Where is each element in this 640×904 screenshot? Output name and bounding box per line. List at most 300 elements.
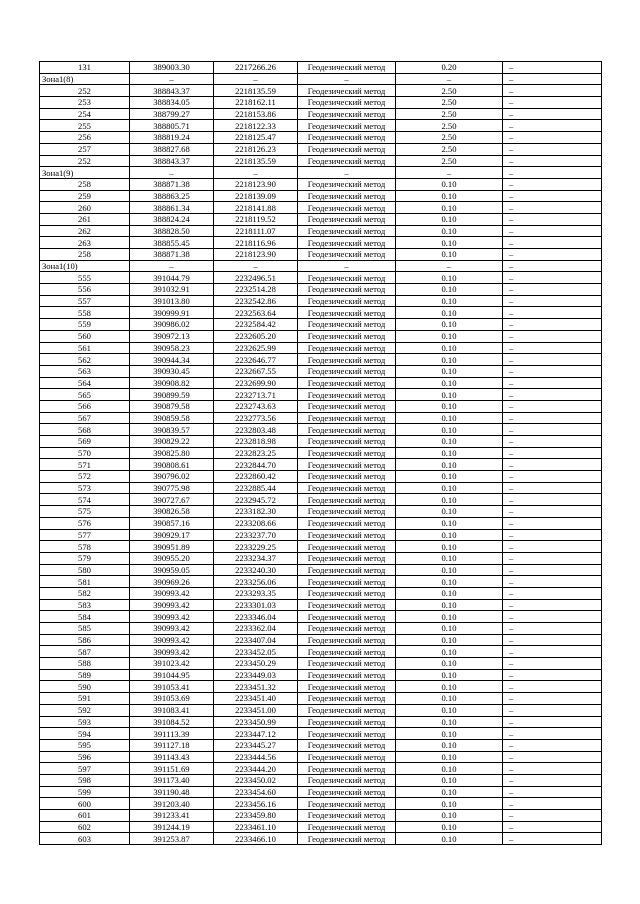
point-number-cell: 557 (40, 295, 130, 307)
x-coordinate-cell: 388843.37 (130, 85, 214, 97)
table-row (40, 424, 602, 436)
point-number-cell: 253 (40, 97, 130, 109)
table-row (40, 447, 602, 459)
x-coordinate-cell: 390993.42 (130, 634, 214, 646)
table-row (40, 249, 602, 261)
table-row (40, 634, 602, 646)
x-coordinate-cell: 390958.23 (130, 342, 214, 354)
point-number-cell: 593 (40, 716, 130, 728)
method-cell: Геодезический метод (298, 412, 396, 424)
x-coordinate-cell: 391044.79 (130, 272, 214, 284)
x-coordinate-cell: 391190.48 (130, 786, 214, 798)
note-cell: – (503, 307, 602, 319)
method-cell: Геодезический метод (298, 810, 396, 822)
point-number-cell: 584 (40, 611, 130, 623)
x-coordinate-cell: 390993.42 (130, 646, 214, 658)
x-coordinate-cell: 390775.98 (130, 482, 214, 494)
x-coordinate-cell: 388834.05 (130, 97, 214, 109)
point-number-cell: 580 (40, 564, 130, 576)
y-coordinate-cell: 2218111.07 (214, 225, 298, 237)
table-row (40, 564, 602, 576)
method-cell: Геодезический метод (298, 552, 396, 564)
y-coordinate-cell: 2233362.04 (214, 623, 298, 635)
note-cell: – (503, 62, 602, 74)
x-coordinate-cell: 390859.58 (130, 412, 214, 424)
table-row (40, 821, 602, 833)
y-coordinate-cell: 2232823.25 (214, 447, 298, 459)
method-cell: – (298, 167, 396, 179)
table-row (40, 728, 602, 740)
table-row (40, 786, 602, 798)
point-number-cell: 555 (40, 272, 130, 284)
table-row (40, 623, 602, 635)
table-row (40, 494, 602, 506)
y-coordinate-cell: 2218119.52 (214, 213, 298, 225)
method-cell: Геодезический метод (298, 517, 396, 529)
method-cell: Геодезический метод (298, 459, 396, 471)
note-cell: – (503, 471, 602, 483)
method-cell: – (298, 260, 396, 272)
y-coordinate-cell: 2232605.20 (214, 330, 298, 342)
x-coordinate-cell: 391233.41 (130, 810, 214, 822)
y-coordinate-cell: 2233447.12 (214, 728, 298, 740)
accuracy-cell: 0.10 (396, 295, 503, 307)
note-cell: – (503, 517, 602, 529)
accuracy-cell: 0.10 (396, 587, 503, 599)
note-cell: – (503, 213, 602, 225)
method-cell: Геодезический метод (298, 669, 396, 681)
note-cell: – (503, 424, 602, 436)
note-cell: – (503, 225, 602, 237)
y-coordinate-cell: 2233301.03 (214, 599, 298, 611)
x-coordinate-cell: 390825.80 (130, 447, 214, 459)
x-coordinate-cell: 390993.42 (130, 599, 214, 611)
y-coordinate-cell: 2232514.28 (214, 284, 298, 296)
x-coordinate-cell: 390955.20 (130, 552, 214, 564)
point-number-cell: 573 (40, 482, 130, 494)
point-number-cell: 562 (40, 354, 130, 366)
y-coordinate-cell: 2218125.47 (214, 132, 298, 144)
method-cell: Геодезический метод (298, 599, 396, 611)
method-cell: Геодезический метод (298, 143, 396, 155)
accuracy-cell: 0.10 (396, 833, 503, 845)
y-coordinate-cell: 2233451.40 (214, 693, 298, 705)
accuracy-cell: 0.10 (396, 576, 503, 588)
x-coordinate-cell: 388805.71 (130, 120, 214, 132)
table-row (40, 611, 602, 623)
accuracy-cell: 0.10 (396, 190, 503, 202)
note-cell: – (503, 295, 602, 307)
note-cell: – (503, 798, 602, 810)
y-coordinate-cell: 2232646.77 (214, 354, 298, 366)
point-number-cell: 581 (40, 576, 130, 588)
y-coordinate-cell: – (214, 260, 298, 272)
y-coordinate-cell: 2218141.88 (214, 202, 298, 214)
x-coordinate-cell: 391023.42 (130, 658, 214, 670)
zone-header-row (40, 73, 602, 85)
table-row (40, 97, 602, 109)
note-cell: – (503, 400, 602, 412)
note-cell: – (503, 646, 602, 658)
method-cell: Геодезический метод (298, 704, 396, 716)
accuracy-cell: 0.10 (396, 377, 503, 389)
y-coordinate-cell: 2232563.64 (214, 307, 298, 319)
x-coordinate-cell: 390993.42 (130, 587, 214, 599)
table-row (40, 798, 602, 810)
y-coordinate-cell: 2233452.05 (214, 646, 298, 658)
table-row (40, 646, 602, 658)
table-row (40, 459, 602, 471)
method-cell: Геодезический метод (298, 471, 396, 483)
y-coordinate-cell: 2232625.99 (214, 342, 298, 354)
method-cell: Геодезический метод (298, 634, 396, 646)
table-row (40, 342, 602, 354)
method-cell: Геодезический метод (298, 120, 396, 132)
coordinates-table-body (40, 62, 602, 845)
table-row (40, 587, 602, 599)
accuracy-cell: 0.10 (396, 541, 503, 553)
note-cell: – (503, 354, 602, 366)
x-coordinate-cell: 390999.91 (130, 307, 214, 319)
method-cell: Геодезический метод (298, 728, 396, 740)
accuracy-cell: – (396, 167, 503, 179)
point-number-cell: 596 (40, 751, 130, 763)
method-cell: Геодезический метод (298, 400, 396, 412)
method-cell: Геодезический метод (298, 202, 396, 214)
note-cell: – (503, 821, 602, 833)
accuracy-cell: 2.50 (396, 85, 503, 97)
note-cell: – (503, 739, 602, 751)
x-coordinate-cell: 391053.41 (130, 681, 214, 693)
note-cell: – (503, 599, 602, 611)
table-row (40, 751, 602, 763)
y-coordinate-cell: 2233450.02 (214, 774, 298, 786)
note-cell: – (503, 97, 602, 109)
y-coordinate-cell: 2218139.09 (214, 190, 298, 202)
y-coordinate-cell: 2233208.66 (214, 517, 298, 529)
point-number-cell: 590 (40, 681, 130, 693)
table-row (40, 237, 602, 249)
method-cell: Геодезический метод (298, 739, 396, 751)
note-cell: – (503, 634, 602, 646)
accuracy-cell: 0.10 (396, 810, 503, 822)
x-coordinate-cell: 390993.42 (130, 623, 214, 635)
y-coordinate-cell: 2233293.35 (214, 587, 298, 599)
y-coordinate-cell: – (214, 167, 298, 179)
method-cell: Геодезический метод (298, 85, 396, 97)
note-cell: – (503, 319, 602, 331)
y-coordinate-cell: 2233454.60 (214, 786, 298, 798)
x-coordinate-cell: 391127.18 (130, 739, 214, 751)
point-number-cell: 589 (40, 669, 130, 681)
x-coordinate-cell: 388819.24 (130, 132, 214, 144)
method-cell: Геодезический метод (298, 354, 396, 366)
point-number-cell: 583 (40, 599, 130, 611)
y-coordinate-cell: 2218122.33 (214, 120, 298, 132)
x-coordinate-cell: 391173.40 (130, 774, 214, 786)
point-number-cell: 252 (40, 85, 130, 97)
note-cell: – (503, 447, 602, 459)
accuracy-cell: 0.10 (396, 506, 503, 518)
method-cell: Геодезический метод (298, 494, 396, 506)
note-cell: – (503, 284, 602, 296)
method-cell: Геодезический метод (298, 155, 396, 167)
table-row (40, 506, 602, 518)
y-coordinate-cell: 2233451.32 (214, 681, 298, 693)
point-number-cell: 591 (40, 693, 130, 705)
table-row (40, 552, 602, 564)
y-coordinate-cell: 2233237.70 (214, 529, 298, 541)
point-number-cell: 569 (40, 436, 130, 448)
x-coordinate-cell: 388863.25 (130, 190, 214, 202)
y-coordinate-cell: 2232945.72 (214, 494, 298, 506)
note-cell: – (503, 73, 602, 85)
table-row (40, 225, 602, 237)
accuracy-cell: 0.10 (396, 400, 503, 412)
y-coordinate-cell: 2232773.56 (214, 412, 298, 424)
method-cell: Геодезический метод (298, 541, 396, 553)
accuracy-cell: 0.10 (396, 751, 503, 763)
accuracy-cell: 0.10 (396, 319, 503, 331)
method-cell: Геодезический метод (298, 178, 396, 190)
accuracy-cell: 0.10 (396, 494, 503, 506)
point-number-cell: 563 (40, 365, 130, 377)
note-cell: – (503, 751, 602, 763)
y-coordinate-cell: 2232667.55 (214, 365, 298, 377)
x-coordinate-cell: 390808.61 (130, 459, 214, 471)
note-cell: – (503, 576, 602, 588)
note-cell: – (503, 249, 602, 261)
y-coordinate-cell: 2232713.71 (214, 389, 298, 401)
point-number-cell: 561 (40, 342, 130, 354)
x-coordinate-cell: 391084.52 (130, 716, 214, 728)
point-number-cell: 258 (40, 249, 130, 261)
x-coordinate-cell: 390908.82 (130, 377, 214, 389)
accuracy-cell: 0.10 (396, 681, 503, 693)
point-number-cell: 576 (40, 517, 130, 529)
point-number-cell: 571 (40, 459, 130, 471)
table-row (40, 517, 602, 529)
accuracy-cell: 0.10 (396, 798, 503, 810)
method-cell: Геодезический метод (298, 237, 396, 249)
method-cell: Геодезический метод (298, 307, 396, 319)
point-number-cell: 262 (40, 225, 130, 237)
note-cell: – (503, 272, 602, 284)
accuracy-cell: 0.10 (396, 249, 503, 261)
x-coordinate-cell: 388824.24 (130, 213, 214, 225)
method-cell: Геодезический метод (298, 798, 396, 810)
accuracy-cell: 0.10 (396, 284, 503, 296)
x-coordinate-cell: 390951.89 (130, 541, 214, 553)
point-number-cell: 595 (40, 739, 130, 751)
y-coordinate-cell: 2233451.00 (214, 704, 298, 716)
note-cell: – (503, 178, 602, 190)
accuracy-cell: 0.10 (396, 307, 503, 319)
note-cell: – (503, 260, 602, 272)
x-coordinate-cell: 390899.59 (130, 389, 214, 401)
method-cell: Геодезический метод (298, 62, 396, 74)
accuracy-cell: – (396, 260, 503, 272)
method-cell: Геодезический метод (298, 108, 396, 120)
table-row (40, 132, 602, 144)
method-cell: Геодезический метод (298, 763, 396, 775)
y-coordinate-cell: 2233407.04 (214, 634, 298, 646)
point-number-cell: 574 (40, 494, 130, 506)
point-number-cell: 578 (40, 541, 130, 553)
y-coordinate-cell: 2233459.80 (214, 810, 298, 822)
note-cell: – (503, 202, 602, 214)
note-cell: – (503, 459, 602, 471)
accuracy-cell: 0.10 (396, 412, 503, 424)
accuracy-cell: 2.50 (396, 132, 503, 144)
point-number-cell: 257 (40, 143, 130, 155)
y-coordinate-cell: 2232803.48 (214, 424, 298, 436)
table-row (40, 354, 602, 366)
table-row (40, 541, 602, 553)
table-row (40, 365, 602, 377)
note-cell: – (503, 377, 602, 389)
point-number-cell: 592 (40, 704, 130, 716)
table-row (40, 833, 602, 845)
y-coordinate-cell: 2233449.03 (214, 669, 298, 681)
x-coordinate-cell: 390944.34 (130, 354, 214, 366)
note-cell: – (503, 365, 602, 377)
x-coordinate-cell: 391032.91 (130, 284, 214, 296)
table-row (40, 693, 602, 705)
method-cell: Геодезический метод (298, 646, 396, 658)
note-cell: – (503, 143, 602, 155)
y-coordinate-cell: 2232860.42 (214, 471, 298, 483)
note-cell: – (503, 704, 602, 716)
accuracy-cell: 0.10 (396, 436, 503, 448)
point-number-cell: 579 (40, 552, 130, 564)
note-cell: – (503, 120, 602, 132)
table-row (40, 482, 602, 494)
x-coordinate-cell: 391113.39 (130, 728, 214, 740)
coordinates-table (39, 61, 602, 845)
table-row (40, 143, 602, 155)
note-cell: – (503, 587, 602, 599)
x-coordinate-cell: 388871.38 (130, 178, 214, 190)
point-number-cell: 599 (40, 786, 130, 798)
x-coordinate-cell: 391083.41 (130, 704, 214, 716)
point-number-cell: 601 (40, 810, 130, 822)
table-row (40, 202, 602, 214)
method-cell: Геодезический метод (298, 658, 396, 670)
method-cell: Геодезический метод (298, 249, 396, 261)
point-number-cell: 577 (40, 529, 130, 541)
note-cell: – (503, 552, 602, 564)
point-number-cell: 261 (40, 213, 130, 225)
note-cell: – (503, 436, 602, 448)
x-coordinate-cell: 390986.02 (130, 319, 214, 331)
y-coordinate-cell: 2233182.30 (214, 506, 298, 518)
method-cell: Геодезический метод (298, 295, 396, 307)
method-cell: Геодезический метод (298, 190, 396, 202)
note-cell: – (503, 85, 602, 97)
table-row (40, 763, 602, 775)
table-row (40, 319, 602, 331)
method-cell: Геодезический метод (298, 342, 396, 354)
point-number-cell: 587 (40, 646, 130, 658)
x-coordinate-cell: – (130, 73, 214, 85)
accuracy-cell: 0.10 (396, 739, 503, 751)
method-cell: Геодезический метод (298, 97, 396, 109)
point-number-cell: 566 (40, 400, 130, 412)
x-coordinate-cell: – (130, 260, 214, 272)
note-cell: – (503, 810, 602, 822)
point-number-cell: 568 (40, 424, 130, 436)
point-number-cell: Зона1(10) (40, 260, 130, 272)
table-row (40, 436, 602, 448)
table-row (40, 658, 602, 670)
point-number-cell: 559 (40, 319, 130, 331)
accuracy-cell: 0.10 (396, 564, 503, 576)
table-row (40, 681, 602, 693)
point-number-cell: 260 (40, 202, 130, 214)
accuracy-cell: 0.10 (396, 471, 503, 483)
method-cell: Геодезический метод (298, 447, 396, 459)
y-coordinate-cell: 2218162.11 (214, 97, 298, 109)
accuracy-cell: 2.50 (396, 97, 503, 109)
x-coordinate-cell: 388871.38 (130, 249, 214, 261)
method-cell: – (298, 73, 396, 85)
note-cell: – (503, 681, 602, 693)
table-row (40, 576, 602, 588)
note-cell: – (503, 132, 602, 144)
y-coordinate-cell: 2232496.51 (214, 272, 298, 284)
y-coordinate-cell: 2233444.20 (214, 763, 298, 775)
table-row (40, 774, 602, 786)
point-number-cell: 255 (40, 120, 130, 132)
note-cell: – (503, 494, 602, 506)
note-cell: – (503, 611, 602, 623)
point-number-cell: 594 (40, 728, 130, 740)
note-cell: – (503, 237, 602, 249)
point-number-cell: 565 (40, 389, 130, 401)
note-cell: – (503, 786, 602, 798)
method-cell: Геодезический метод (298, 529, 396, 541)
point-number-cell: Зона1(9) (40, 167, 130, 179)
method-cell: Геодезический метод (298, 506, 396, 518)
note-cell: – (503, 389, 602, 401)
y-coordinate-cell: 2232844.70 (214, 459, 298, 471)
note-cell: – (503, 506, 602, 518)
point-number-cell: 567 (40, 412, 130, 424)
zone-header-row (40, 167, 602, 179)
x-coordinate-cell: 391013.80 (130, 295, 214, 307)
accuracy-cell: 0.10 (396, 482, 503, 494)
y-coordinate-cell: 2233461.10 (214, 821, 298, 833)
note-cell: – (503, 693, 602, 705)
method-cell: Геодезический метод (298, 786, 396, 798)
y-coordinate-cell: 2233466.10 (214, 833, 298, 845)
table-row (40, 307, 602, 319)
method-cell: Геодезический метод (298, 821, 396, 833)
accuracy-cell: 0.10 (396, 330, 503, 342)
accuracy-cell: 0.10 (396, 716, 503, 728)
note-cell: – (503, 330, 602, 342)
method-cell: Геодезический метод (298, 587, 396, 599)
point-number-cell: 131 (40, 62, 130, 74)
point-number-cell: 259 (40, 190, 130, 202)
accuracy-cell: 0.10 (396, 342, 503, 354)
accuracy-cell: 0.10 (396, 447, 503, 459)
accuracy-cell: 0.10 (396, 704, 503, 716)
table-row (40, 716, 602, 728)
table-row (40, 284, 602, 296)
note-cell: – (503, 167, 602, 179)
